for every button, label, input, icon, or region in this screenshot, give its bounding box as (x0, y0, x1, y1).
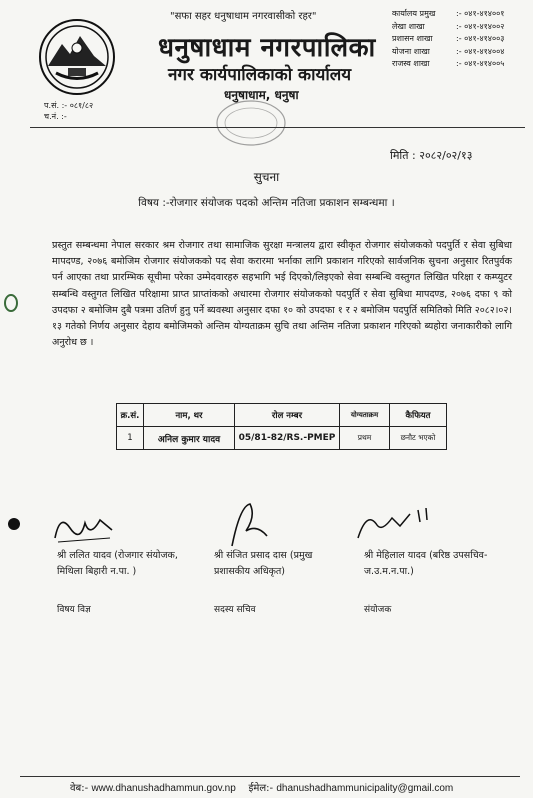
signatory-block (214, 548, 339, 615)
cell-name: अनिल कुमार यादव (144, 427, 235, 450)
contact-list (392, 8, 504, 71)
col-header-remark: कैफियत (390, 404, 447, 427)
signatory-name: श्री मेहिलाल यादव (बरिष्ठ उपसचिव- ज.उ.म.न.पा.) (364, 550, 488, 577)
footer-divider (20, 776, 520, 777)
contact-row (392, 46, 504, 59)
notice-title: सुचना (253, 170, 280, 184)
footer (70, 780, 453, 794)
table-header-row (117, 404, 447, 427)
contact-row (392, 58, 504, 71)
office-address: धनुषाधाम, धनुषा (224, 88, 299, 102)
contact-dept: लेखा शाखा (392, 21, 425, 31)
contact-dept: प्रशासन शाखा (392, 34, 433, 43)
office-stamp (212, 96, 290, 150)
contact-row (392, 33, 504, 46)
punch-hole-mark (8, 518, 20, 530)
website-link[interactable]: www.dhanushadhammun.gov.np (91, 783, 236, 794)
notice-body: प्रस्तुत सम्बन्धमा नेपाल सरकार श्रम रोजगार तथा सामाजिक सुरक्षा मन्त्रालय द्वारा स्वीकृत रोजगार संयोजकको पदपुर्ति र सेवा सुबिधा मापदण्ड, २०७६ बमोजिम रोजगार संयोजकको पद सेवा करारमा भर्नाका लागि प्रकाशन गरिएको सार्वजनिक सुचना अनुसार रितपुर्वक पर्न आएका तथा प्रारम्भिक सूचीमा परेका उम्मेदवारहरु सहभागि भई दिएको/लिइएको सेवा सम्बन्धि वस्तुगत लिखित परिक्षा र कम्प्युटर सम्बन्धि वस्तुगत लिखित परिक्षामा प्राप्त प्राप्तांकको अधारमा रोजगार संयोजकको पदपुर्ति र सेवा सुबिधा मापदण्ड, २०७६ दफा ९ को उपदफा २ बमोजिम दुबै पत्रमा उतिर्ण हुनु पर्ने ब्यवस्था अनुसार दफा १० को उपदफा १ र २ बमोजिम पदपुर्ति समितिको मिति २०८२।०२।१३ गतेको निर्णय अनुसार देहाय बमोजिमको अन्तिम योग्यताक्रम सुचि तथा अन्तिम नतिजा प्रकाशन गरिएको ब्यहोरा जनाकारीको लागि अनुरोध छ । (52, 240, 512, 349)
signature-sanjit (222, 496, 277, 551)
notice-date: मिति : २०८२/०२/१३ (390, 149, 473, 162)
punch-hole-mark (4, 294, 18, 312)
signatory-name: श्री संजित प्रसाद दास (प्रमुख प्रशासकीय अधिकृत) (214, 550, 313, 577)
cell-roll: 05/81-82/RS.-PMEP (235, 427, 340, 450)
contact-phone: :- ०४१-४१४००३ (456, 34, 505, 43)
contact-dept: कार्यालय प्रमुख (392, 9, 436, 18)
cell-sn: 1 (117, 427, 144, 450)
contact-dept: राजस्व शाखा (392, 59, 430, 68)
email-link[interactable]: dhanushadhammunicipality@gmail.com (276, 783, 454, 794)
contact-dept: योजना शाखा (392, 46, 430, 56)
organization-name: धनुषाधाम नगरपालिका (158, 33, 376, 63)
col-header-roll: रोल नम्बर (235, 404, 340, 427)
cell-rank: प्रथम (340, 427, 390, 450)
municipality-emblem (38, 18, 116, 96)
signatory-name: श्री ललित यादव (रोजगार संयोजक, मिथिला बिहारी न.पा. ) (57, 550, 178, 577)
col-header-rank: योग्यताक्रम (340, 404, 390, 427)
contact-phone: :- ०४१-४१४००५ (456, 59, 505, 68)
signature-lalit (50, 508, 120, 548)
notice-subject: विषय :-रोजगार संयोजक पदको अन्तिम नतिजा प्रकाशन सम्बन्धमा । (138, 197, 395, 209)
contact-phone: :- ०४१-४१४००४ (456, 46, 505, 56)
signatory-block (364, 548, 524, 615)
signatory-role: संयोजक (364, 605, 392, 615)
result-table (116, 403, 447, 450)
contact-row (392, 8, 504, 21)
office-name: नगर कार्यपालिकाको कार्यालय (168, 65, 352, 85)
cell-remark: छनौट भएको (390, 427, 447, 450)
header-divider (30, 127, 525, 128)
email-label: ईमेल:- (248, 783, 274, 794)
dispatch-number: च.नं. :- (44, 112, 67, 121)
col-header-name: नाम, थर (144, 404, 235, 427)
table-row (117, 427, 447, 450)
contact-phone: :- ०४१-४१४००१ (456, 9, 505, 18)
reference-numbers (44, 100, 93, 122)
contact-row (392, 21, 504, 34)
col-header-sn: क्र.सं. (117, 404, 144, 427)
contact-phone: :- ०४१-४१४००२ (456, 21, 505, 31)
signatory-role: विषय विज्ञ (57, 605, 91, 615)
signatory-role: सदस्य सचिव (214, 605, 256, 615)
tagline: "सफा सहर धनुषाधाम नगरवासीको रहर" (170, 11, 317, 22)
signatory-block (57, 548, 199, 615)
signature-mehilal (352, 500, 432, 545)
letter-number: प.सं. :- ०८१/८२ (44, 101, 94, 110)
web-label: वेब:- (70, 783, 89, 794)
